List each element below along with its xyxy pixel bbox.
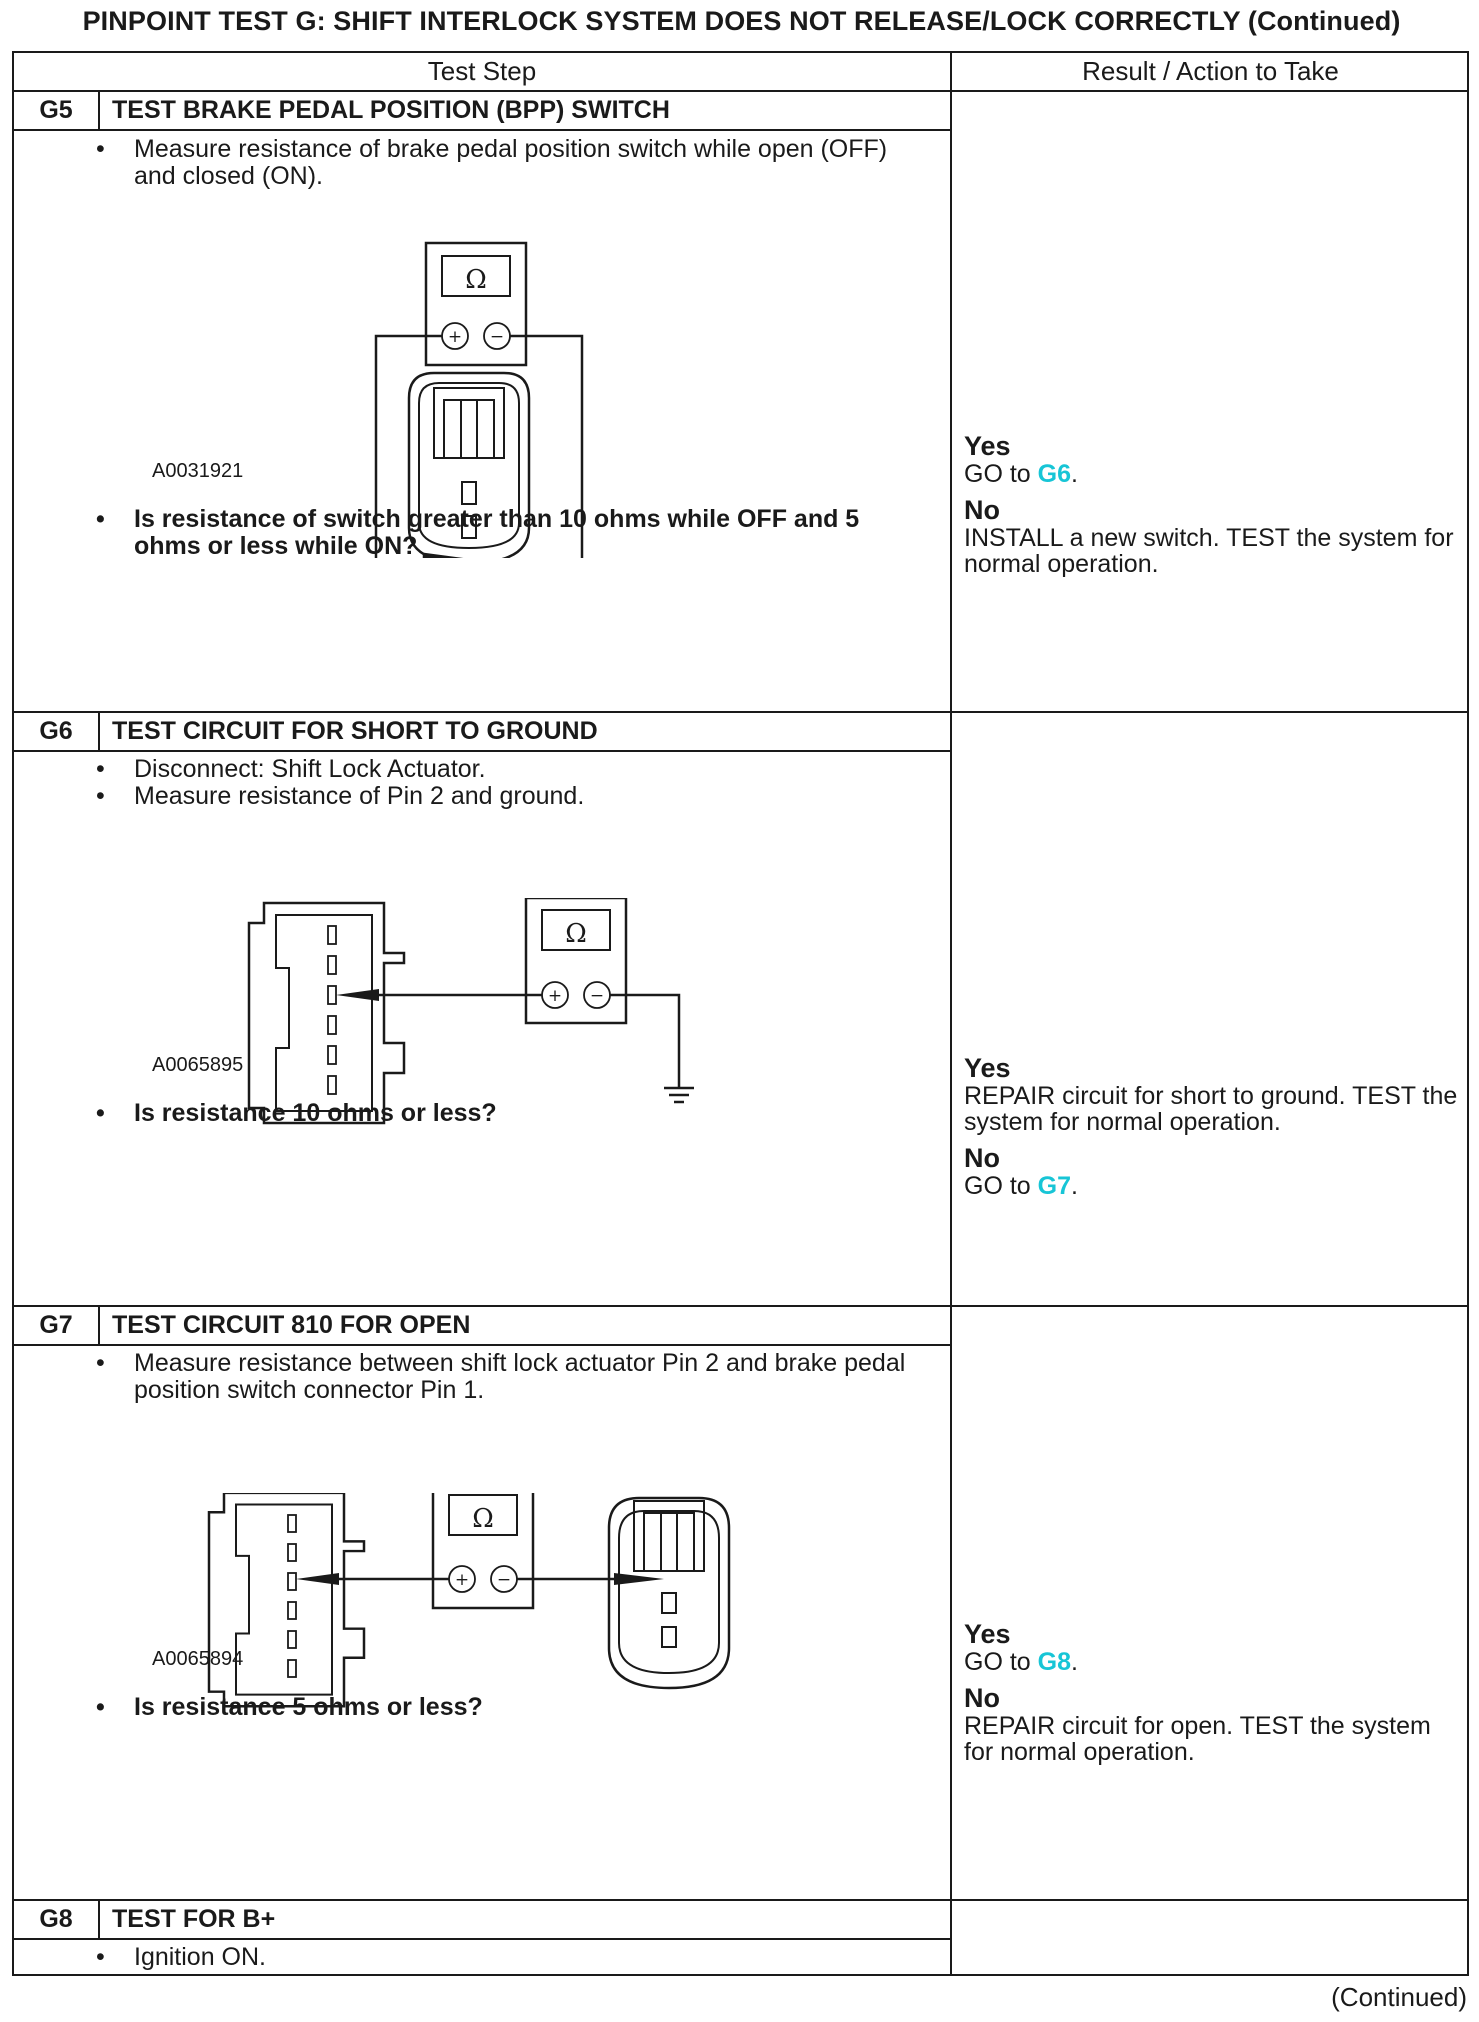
- period: .: [1071, 1172, 1078, 1200]
- minus-terminal-symbol: −: [489, 327, 505, 347]
- minus-terminal-symbol: −: [496, 1570, 512, 1590]
- bullet-marker: •: [96, 755, 105, 783]
- bullet-marker: •: [96, 1099, 105, 1127]
- plus-terminal-symbol: +: [547, 986, 563, 1006]
- yes-action: [964, 1649, 1459, 1675]
- probe-tip: [614, 1573, 664, 1585]
- yes-label: Yes: [964, 1053, 1011, 1083]
- step-question: [96, 1694, 916, 1721]
- yes-action-text: GO to: [964, 1648, 1031, 1676]
- goto-link-g6[interactable]: G6: [1037, 460, 1071, 488]
- bullet-marker: •: [96, 1693, 105, 1721]
- ohm-symbol: Ω: [565, 919, 587, 949]
- shift-lock-actuator-connector-icon: [209, 1493, 364, 1706]
- column-header-result: Result / Action to Take: [1082, 56, 1339, 86]
- figure-id-label: A0065895: [152, 1054, 244, 1076]
- step-instruction: [96, 1350, 916, 1404]
- step-instruction: [96, 783, 916, 810]
- circuit-810-open-diagram: [204, 1493, 754, 1718]
- no-label: No: [964, 495, 1000, 525]
- period: .: [1071, 1648, 1078, 1676]
- question-text: Is resistance of switch greater than 10 ohms while OFF and 5 ohms or less while ON?: [134, 505, 860, 560]
- result-g7: [964, 1619, 1459, 1773]
- shift-lock-actuator-connector-icon: [249, 903, 404, 1123]
- no-action-text: GO to: [964, 1172, 1031, 1200]
- instruction-text: Measure resistance of brake pedal position switch while open (OFF) and closed (ON).: [134, 135, 888, 190]
- column-divider: [950, 53, 952, 1974]
- result-g5: [964, 431, 1459, 585]
- instruction-text: Measure resistance of Pin 2 and ground.: [134, 782, 585, 810]
- ohm-symbol: Ω: [465, 265, 487, 295]
- bullet-marker: •: [96, 782, 105, 810]
- goto-link-g7[interactable]: G7: [1037, 1172, 1071, 1200]
- step-question: [96, 1100, 916, 1127]
- step-number-g6: G6: [14, 713, 100, 750]
- minus-terminal-symbol: −: [589, 986, 605, 1006]
- bpp-switch-connector-icon: [609, 1498, 729, 1688]
- pinpoint-test-table: [12, 51, 1469, 1976]
- step-question: [96, 506, 916, 560]
- step-heading-g6: TEST CIRCUIT FOR SHORT TO GROUND: [112, 717, 598, 745]
- step-heading-divider: [14, 129, 950, 131]
- step-number-g5: G5: [14, 92, 100, 129]
- step-instruction: [96, 756, 916, 783]
- step-heading-divider: [14, 1344, 950, 1346]
- bullet-marker: •: [96, 1349, 105, 1377]
- step-instruction: [96, 136, 916, 190]
- ohmmeter-icon: [426, 243, 526, 365]
- ohm-symbol: Ω: [472, 1504, 494, 1534]
- figure-id-label: A0065894: [152, 1648, 244, 1670]
- yes-action: REPAIR circuit for short to ground. TEST the system for normal operation.: [964, 1082, 1458, 1136]
- plus-terminal-symbol: +: [447, 327, 463, 347]
- no-action: REPAIR circuit for open. TEST the system for normal operation.: [964, 1712, 1431, 1766]
- plus-terminal-symbol: +: [454, 1570, 470, 1590]
- step-instruction: [96, 1944, 916, 1971]
- yes-action-text: GO to: [964, 460, 1031, 488]
- period: .: [1071, 460, 1078, 488]
- ohmmeter-icon: [526, 898, 626, 1023]
- instruction-text: Disconnect: Shift Lock Actuator.: [134, 755, 486, 783]
- instruction-text: Measure resistance between shift lock actuator Pin 2 and brake pedal position switch connector Pin 1.: [134, 1349, 906, 1404]
- no-action: INSTALL a new switch. TEST the system for normal operation.: [964, 524, 1454, 578]
- instruction-text: Ignition ON.: [134, 1943, 267, 1971]
- step-heading-divider: [14, 750, 950, 752]
- page-title: PINPOINT TEST G: SHIFT INTERLOCK SYSTEM DOES NOT RELEASE/LOCK CORRECTLY (Continued): [82, 6, 1401, 36]
- test-leads: [379, 995, 679, 1088]
- goto-link-g8[interactable]: G8: [1037, 1648, 1071, 1676]
- question-text: Is resistance 10 ohms or less?: [134, 1099, 497, 1127]
- bullet-marker: •: [96, 135, 105, 163]
- step-heading-g5: TEST BRAKE PEDAL POSITION (BPP) SWITCH: [112, 96, 670, 124]
- figure-id-label: A0031921: [152, 460, 244, 482]
- bullet-marker: •: [96, 1943, 105, 1971]
- no-label: No: [964, 1143, 1000, 1173]
- step-heading-g7: TEST CIRCUIT 810 FOR OPEN: [112, 1311, 471, 1339]
- continued-label: (Continued): [1331, 1982, 1467, 2012]
- step-heading-divider: [14, 1938, 950, 1940]
- yes-label: Yes: [964, 1619, 1011, 1649]
- step-heading-g8: TEST FOR B+: [112, 1905, 276, 1933]
- question-text: Is resistance 5 ohms or less?: [134, 1693, 483, 1721]
- shift-lock-ground-diagram: [244, 898, 704, 1128]
- no-action: [964, 1173, 1459, 1199]
- no-label: No: [964, 1683, 1000, 1713]
- column-header-test-step: Test Step: [427, 56, 537, 86]
- step-number-g7: G7: [14, 1307, 100, 1344]
- yes-label: Yes: [964, 431, 1011, 461]
- result-g6: [964, 1053, 1459, 1207]
- probe-tip: [296, 1573, 339, 1585]
- bullet-marker: •: [96, 505, 105, 533]
- yes-action: [964, 461, 1459, 487]
- step-number-g8: G8: [14, 1901, 100, 1938]
- probe-tip: [336, 989, 379, 1001]
